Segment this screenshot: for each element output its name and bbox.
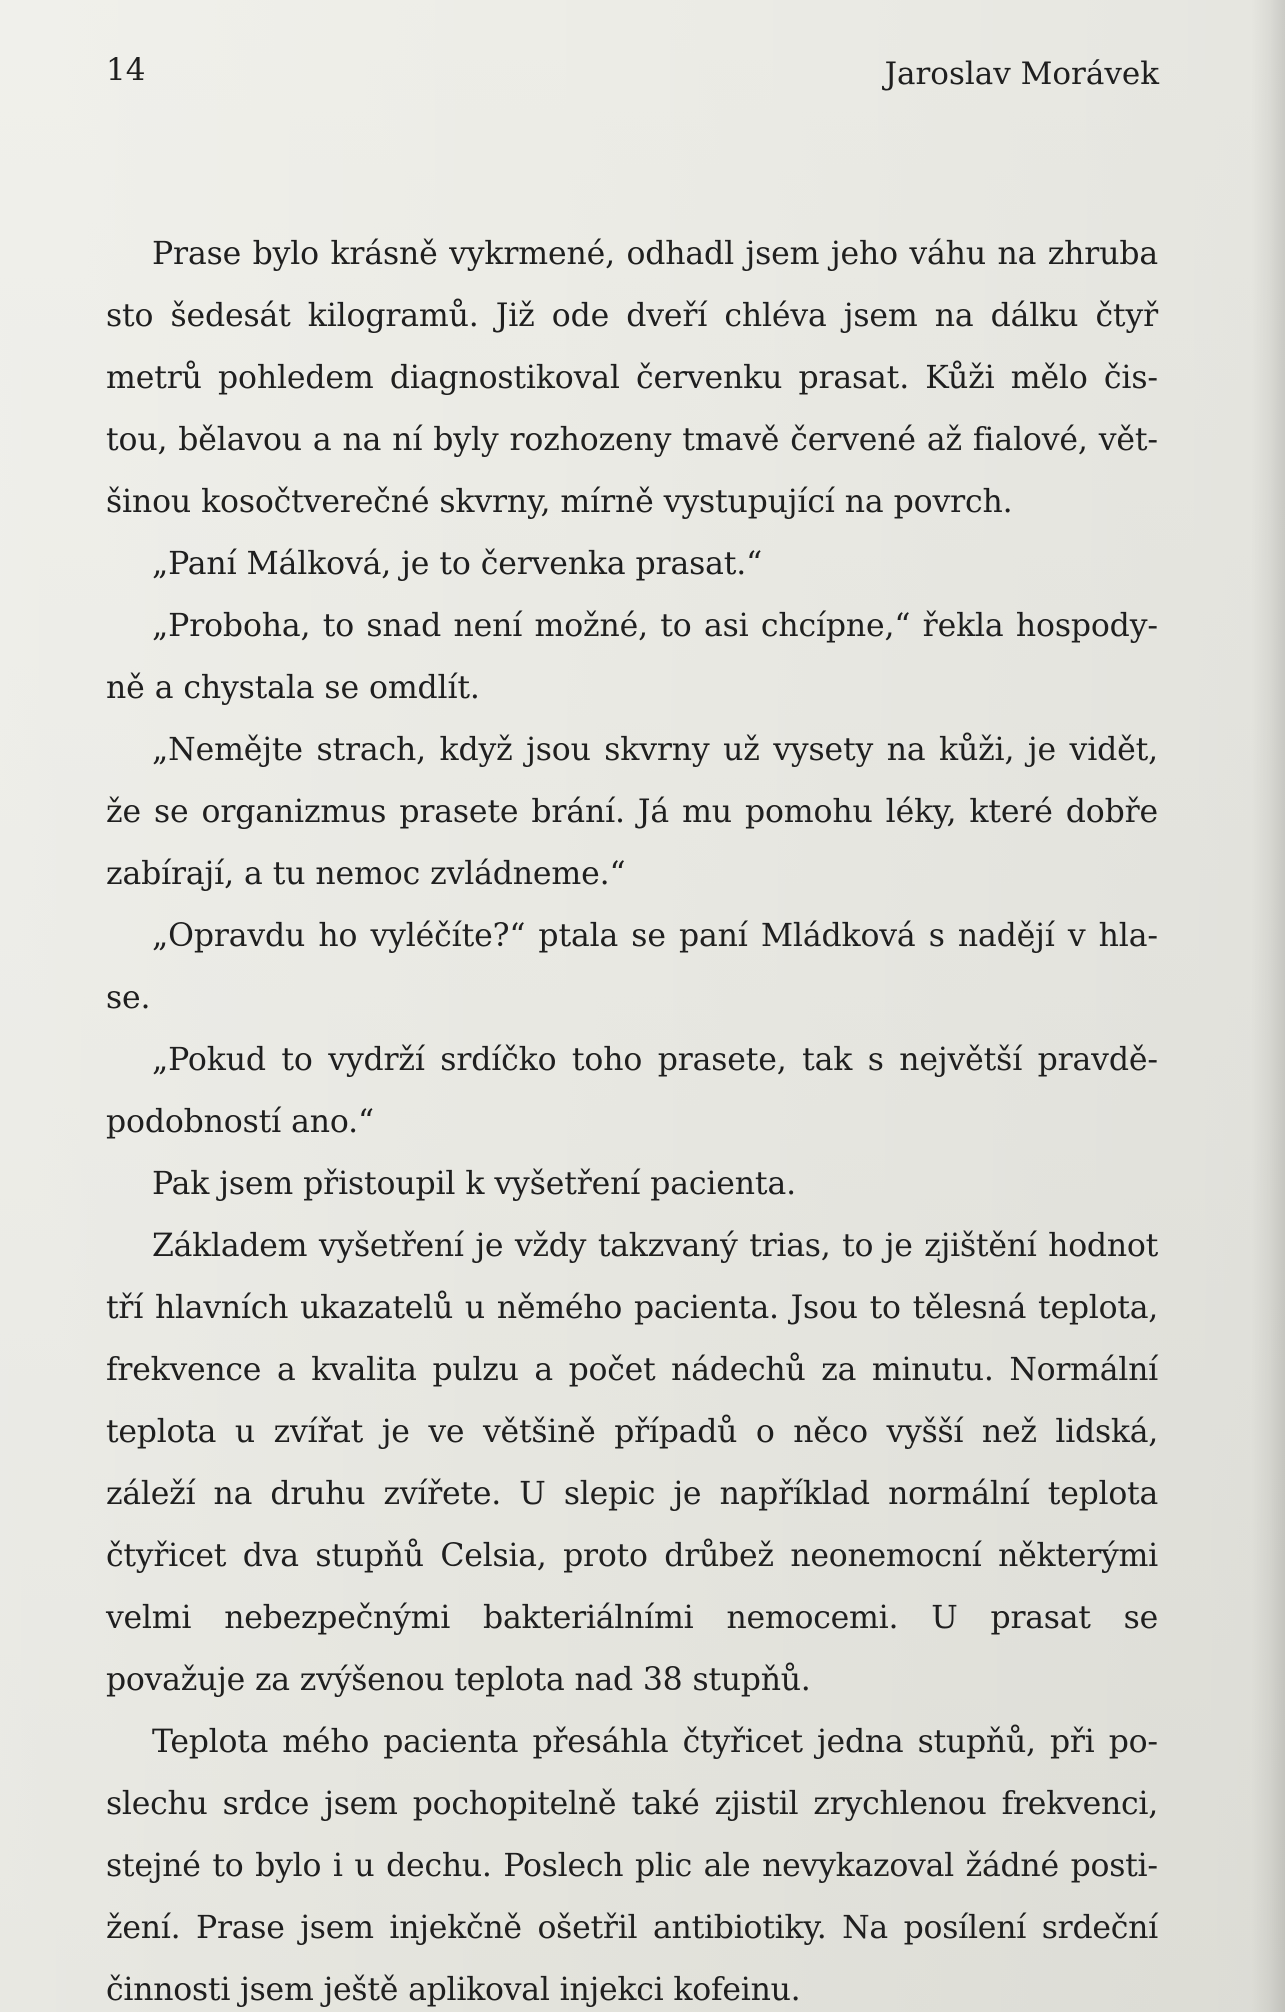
paragraph: Základem vyšetření je vždy takzvaný trias, to je zjištění hodnot tří hlavních ukazatelů u němého pacienta. Jsou to tělesná teplota, frekvence a kvalita pulzu a počet nádechů za minutu. Normální teplota u zvířat je ve většině případů o něco vyšší než lidská, záleží na druhu zvířete. U slepic je například normální teplota čtyřicet dva stupňů Celsia, proto drůbež neonemocní některými velmi nebezpečnými bakteriálními nemocemi. U prasat se považuje za zvýšenou teplota nad 38 stupňů. [106,1228,1158,1698]
paragraph: „Paní Málková, je to červenka prasat.“ [152,546,763,582]
page-number: 14 [106,52,146,88]
author-running-head: Jaroslav Morávek [884,56,1159,92]
body-text [106,223,1158,2012]
paragraph: „Opravdu ho vyléčíte?“ ptala se paní Mládková s nadějí v hlase. [106,918,1158,1016]
paragraph: „Proboha, to snad není možné, to asi chcípne,“ řekla hospodyně a chystala se omdlít. [106,608,1158,706]
paragraph: Pak jsem přistoupil k vyšetření pacienta. [152,1166,796,1202]
page-header [106,52,1159,103]
paragraph: Prase bylo krásně vykrmené, odhadl jsem jeho váhu na zhruba sto šedesát kilogramů. Již ode dveří chléva jsem na dálku čtyř metrů pohledem diagnostikoval červenku prasat. Kůži mělo čistou, bělavou a na ní byly rozhozeny tmavě červené až fialové, většinou kosočtverečné skvrny, mírně vystupující na povrch. [106,236,1158,520]
paragraph: „Nemějte strach, když jsou skvrny už vysety na kůži, je vidět, že se organizmus prasete brání. Já mu pomohu léky, které dobře zabírají, a tu nemoc zvládneme.“ [106,732,1158,892]
paragraph: Teplota mého pacienta přesáhla čtyřicet jedna stupňů, při poslechu srdce jsem pochopitelně také zjistil zrychlenou frekvenci, stejné to bylo i u dechu. Poslech plic ale nevykazoval žádné postižení. Prase jsem injekčně ošetřil antibiotiky. Na posílení srdeční činnosti jsem ještě aplikoval injekci kofeinu. [106,1724,1158,2008]
paragraph: „Pokud to vydrží srdíčko toho prasete, tak s největší pravděpodobností ano.“ [106,1042,1158,1140]
